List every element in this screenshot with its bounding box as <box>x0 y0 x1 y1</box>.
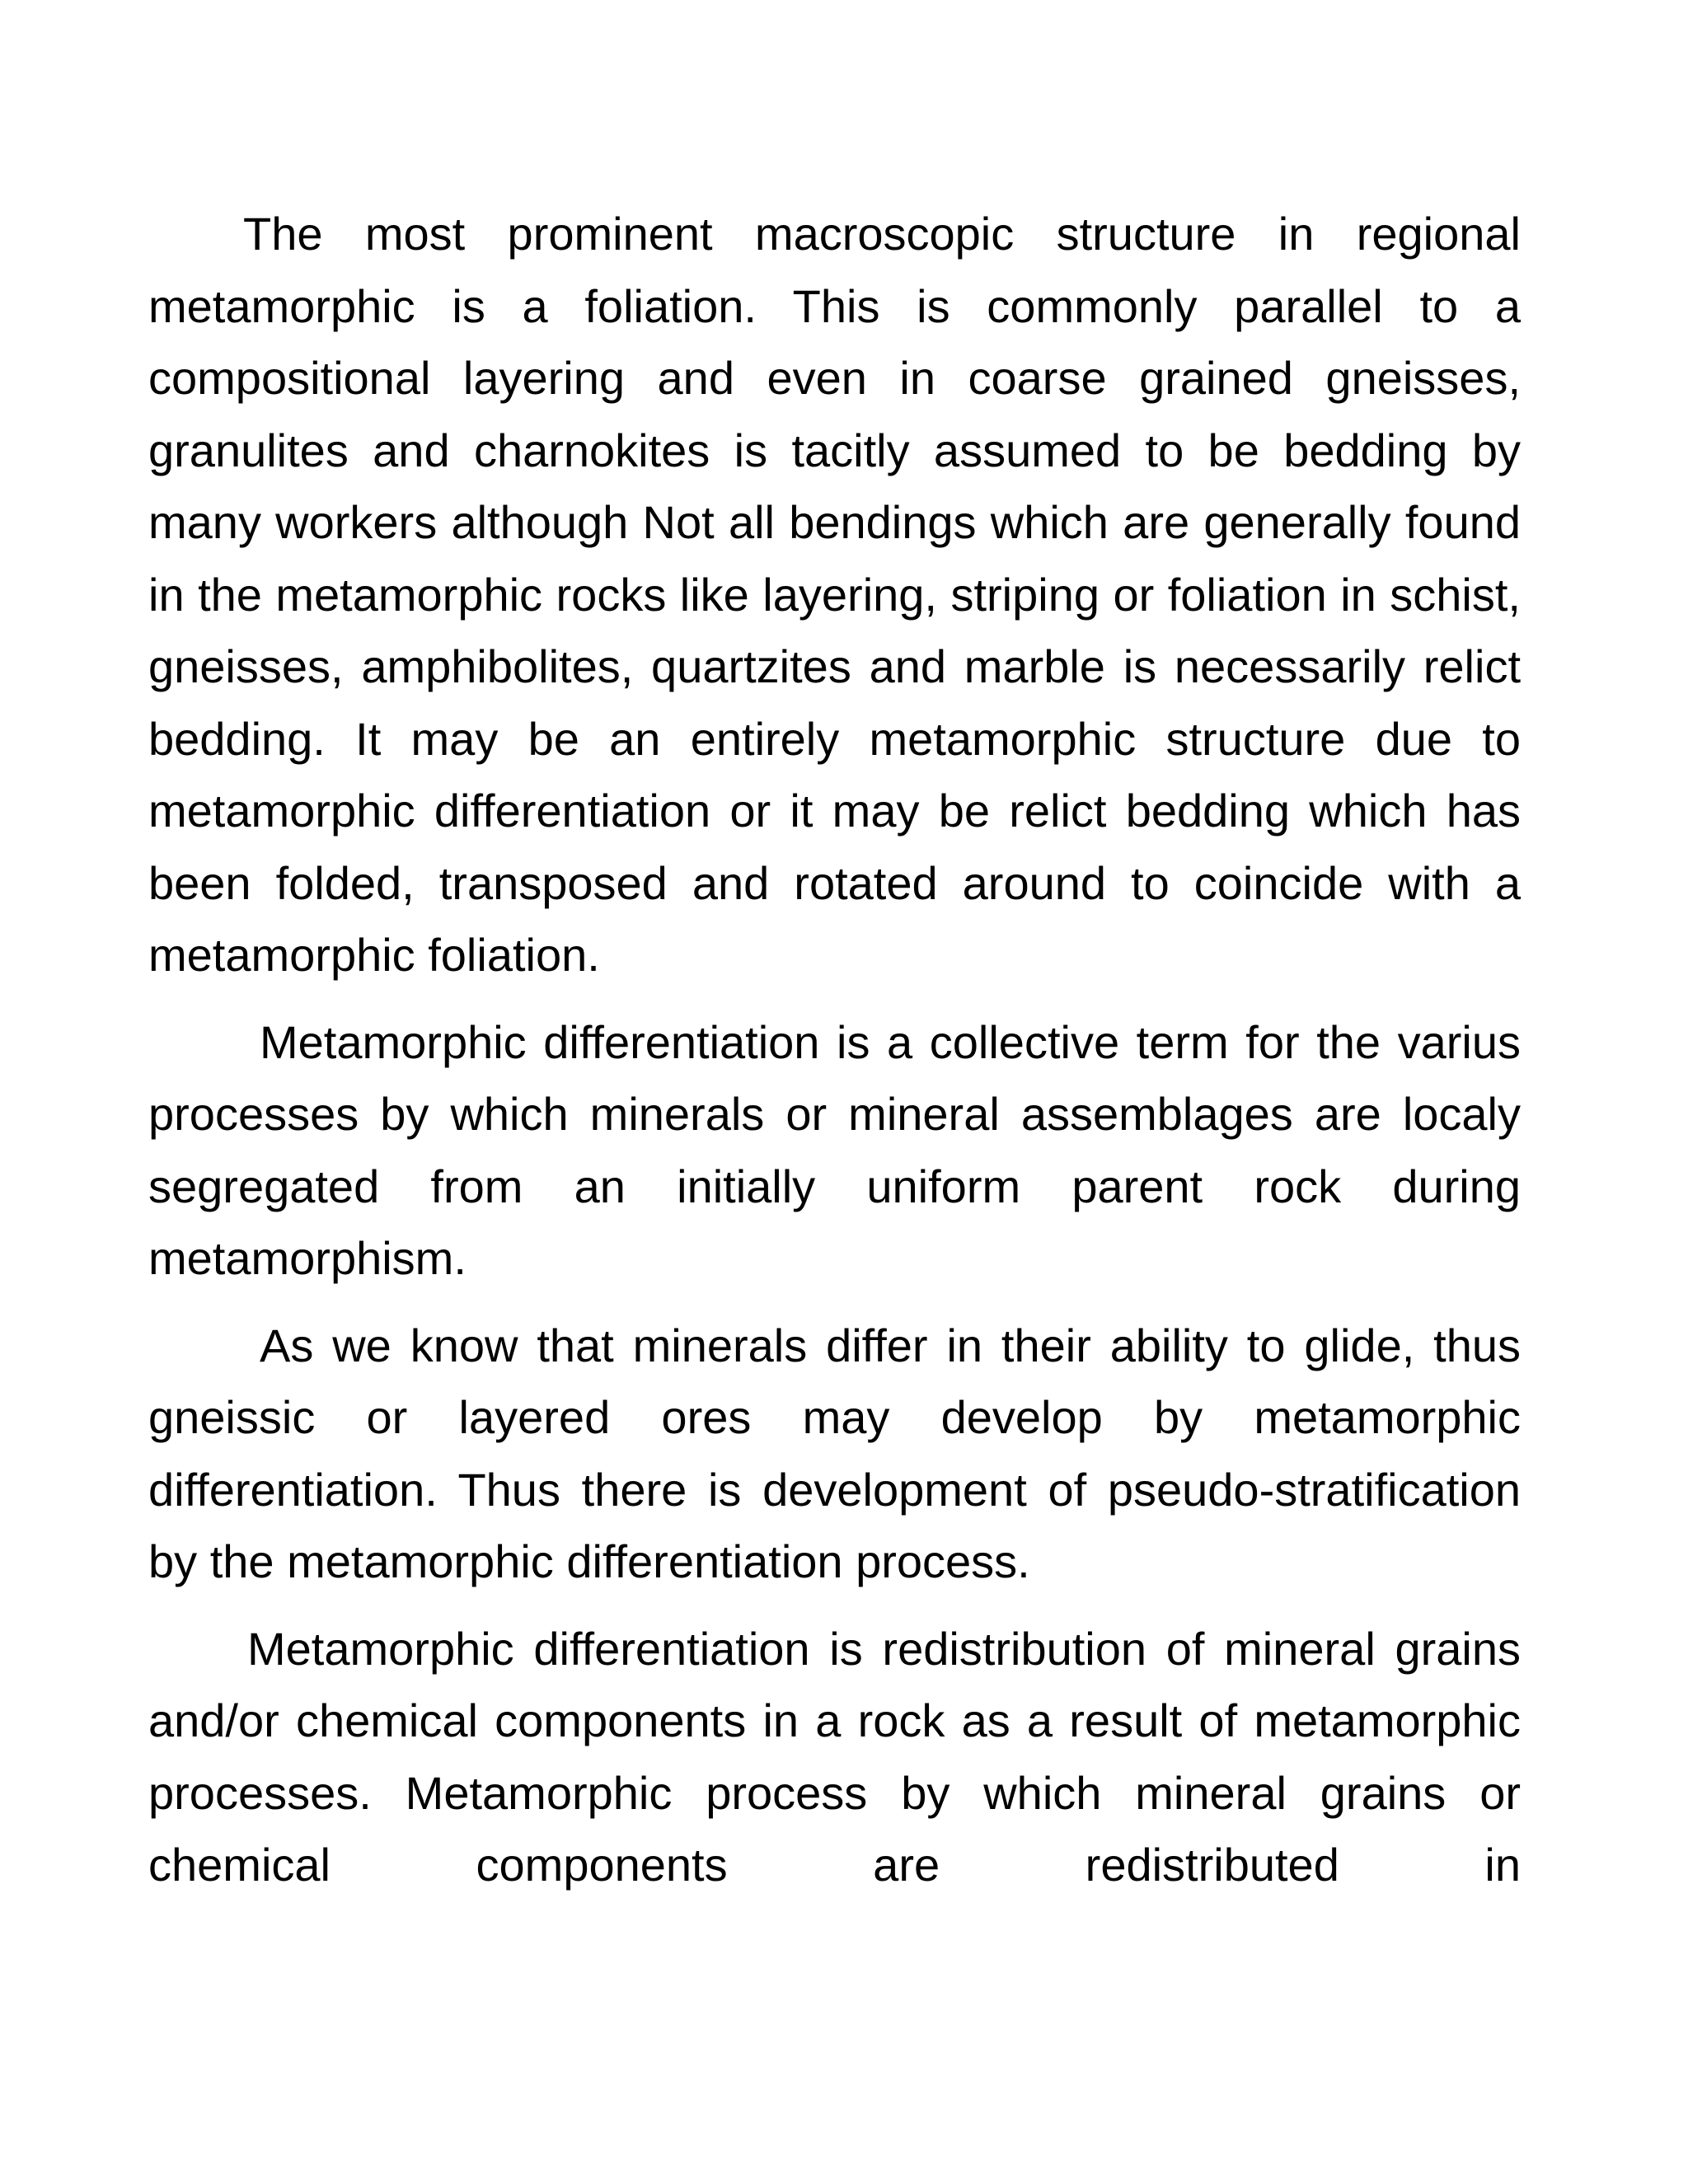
paragraph-1: The most prominent macroscopic structure in regional metamorphic is a foliation. This is commonly parallel to a compositional layering and even in coarse grained gneisses, granulites and charnokites is tacitly assumed to be bedding by many workers although Not all bendings which are generally found in the metamorphic rocks like layering, striping or foliation in schist, gneisses, amphibolites, quartzites and marble is necessarily relict bedding. It may be an entirely metamorphic structure due to metamorphic differentiation or it may be relict bedding which has been folded, transposed and rotated around to coincide with a metamorphic foliation. <box>148 208 1521 981</box>
body-text <box>148 198 1521 1901</box>
paragraph-2: Metamorphic differentiation is a collective term for the varius processes by which minerals or mineral assemblages are localy segregated from an initially uniform parent rock during metamorphism. <box>148 1015 1521 1284</box>
paragraph-4: Metamorphic differentiation is redistribution of mineral grains and/or chemical components in a rock as a result of metamorphic processes. Metamorphic process by which mineral grains or chemical components are redistributed in <box>148 1622 1521 1891</box>
paragraph-3: As we know that minerals differ in their ability to glide, thus gneissic or layered ores may develop by metamorphic differentiation. Thus there is development of pseudo-stratification by the metamorphic differentiation process. <box>148 1319 1521 1587</box>
